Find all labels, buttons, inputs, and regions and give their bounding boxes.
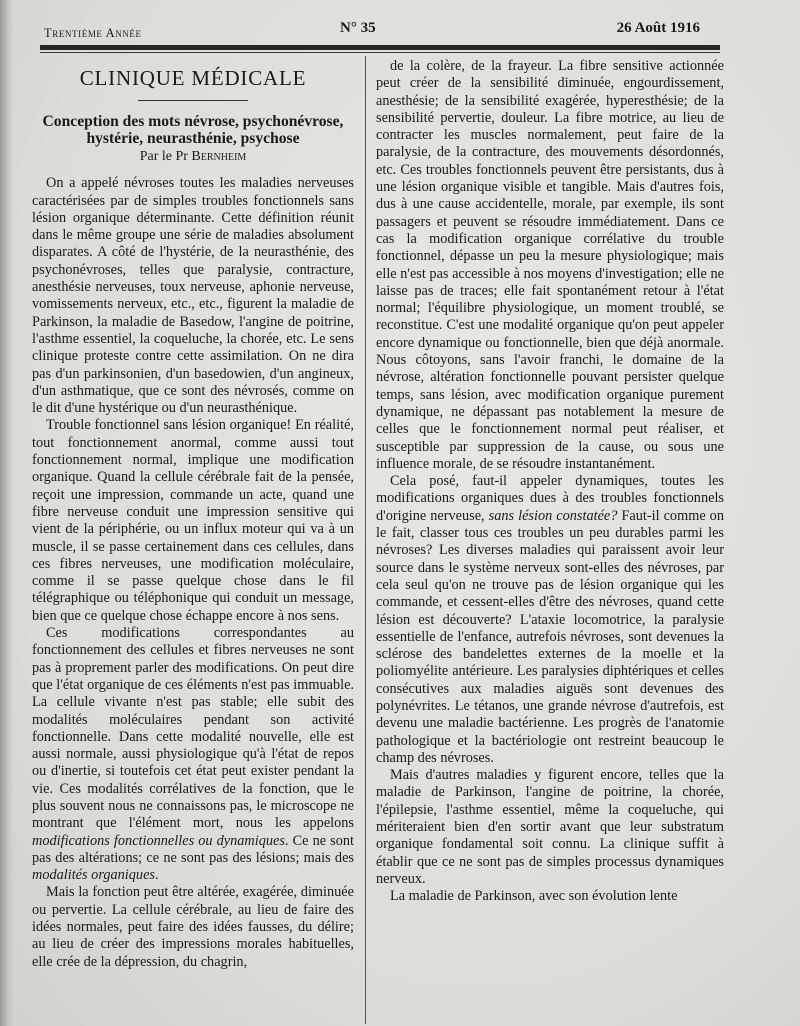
article-title-line-2: hystérie, neurasthénie, psychose <box>86 130 300 147</box>
body-paragraph: Mais d'autres maladies y figurent encore, telles que la maladie de Parkinson, l'angine de poitrine, la chorée, l'épilepsie, l'asthme essentiel, même la coqueluche, qui mériteraient bien d'en sortir avant que leur substratum organique fondamental soit connu. La clinique suffit à établir que ce ne sont pas de simples processus dynamiques nerveux. <box>376 767 724 887</box>
body-paragraph: La maladie de Parkinson, avec son évolution lente <box>390 888 678 905</box>
byline <box>32 148 354 165</box>
right-column-body <box>376 58 724 906</box>
paragraph-text: Faut-il comme on le fait, classer tous ces troubles un peu durables parmi les névroses? Les diverses maladies qui paraissent avoir leur source dans le système nerveux sont-elles des névroses, par cela seul qu'on ne trouve pas de lésion organique qui les commande, et cessent-elles d'être des névroses, quand cette lésion est découverte? L'ataxie locomotrice, la paralysie essentielle de l'enfance, autrefois névroses, sont devenues la sclérose des bandelettes externes de la moelle et la poliomyélite antérieure. Les paralysies diphtériques et celles consécutives aux maladies aiguës sont devenues des polynévrites. Le tétanos, une grande névrose d'autrefois, est devenu une maladie bactérienne. Les progrès de l'anatomie pathologique et la bactériologie ont restreint beaucoup le champ des névroses. <box>376 507 724 766</box>
section-rule <box>138 100 248 101</box>
paragraph-text: . <box>154 867 159 884</box>
body-paragraph: Trouble fonctionnel sans lésion organique! En réalité, tout fonctionnement anormal, comme aussi tout fonctionnement normal, implique une modification organique. Quand la cellule cérébrale fait de la pensée, reçoit une impression, commande un acte, quand une fibre nerveuse conduit une impression sensitive qui vient de la périphérie, ou un influx moteur qui va à un muscle, il se passe certainement dans ces cellules, dans ces fibres nerveuses, une modification moléculaire, comme il se passe quelque chose dans le fil télégraphique ou téléphonique qui conduit un message, bien que ce quelque chose échappe encore à nos sens. <box>32 417 354 624</box>
italic-phrase: sans lésion constatée? <box>488 507 618 524</box>
body-paragraph: de la colère, de la frayeur. La fibre sensitive actionnée peut créer de la sensibilité diminuée, engourdissement, anesthésie; de la sensibilité exagérée, hyperesthésie; de la sensibilité pervertie, douleur. La fibre motrice, au lieu de contracter les muscles normalement, peut faire de la paralysie, de la contracture, des mouvements désordonnés, etc. Ces troubles fonctionnels peuvent être persistants, dus à une lésion organique visible et tangible. Mais d'autres fois, dus à une cause accidentelle, morale, par exemple, ils sont passagers et peuvent se résoudre immédiatement. Dans ce cas la modification organique corrélative du trouble fonctionnel, dépasse un peu la mesure physiologique; mais elle n'est pas accessible à nos moyens d'investigation; elle ne laisse pas de traces; elle fait spontanément retour à l'état normal; l'équilibre physiologique, un moment troublé, se reconstitue. C'est une modalité organique qu'on peut appeler encore dynamique ou fonctionnelle, bien que déjà anormale. Nous côtoyons, sans l'avoir franchi, le domaine de la névrose, altération fonctionnelle pouvant persister quelque temps, sans lésion, avec modification organique purement dynamique, ne dépassant pas notablement la mesure de celles que le fonctionnement normal peut réaliser, et susceptible par suppression de la cause, ou sous une influence morale, de se résoudre instantanément. <box>376 58 724 472</box>
article-title <box>32 113 354 147</box>
paragraph-text: Ces modifications correspondantes au fonctionnement des cellules et fibres nerveuses ne sont pas à proprement parler des modifications. On peut dire que l'état organique de ces éléments n'est pas immuable. La cellule vivante n'est pas stable; elle subit des modalités moléculaires pendant son activité fonctionnelle. Dans cette modalité nouvelle, elle est aussi normale, aussi physiologique qu'à l'état de repos ou d'inertie, si toutefois cet état peut exister pendant la vie. Ces modalités corrélatives de la fonction, que le plus souvent nous ne connaissons pas, le microscope ne montrant que l'élément mort, nous les appelons <box>32 625 354 832</box>
header-year: Trentième Année <box>44 26 142 40</box>
byline-prefix: Par le Pr <box>139 149 188 164</box>
column-divider <box>365 56 366 1024</box>
paragraph-text: . Ce ne sont pas des altérations; ce ne sont pas des lésions; mais des <box>32 832 354 866</box>
body-paragraph <box>32 625 354 884</box>
italic-phrase: modalités organiques <box>32 867 155 884</box>
header-rule-thin <box>40 52 720 53</box>
running-header <box>44 20 700 44</box>
article-title-line-1: Conception des mots névrose, psychonévrose, <box>42 113 344 130</box>
left-column-body <box>32 175 354 971</box>
header-rule-thick <box>40 45 720 50</box>
header-issue-number: N° 35 <box>340 20 376 36</box>
header-date: 26 Août 1916 <box>616 20 700 36</box>
page-binding-shadow <box>0 0 14 1026</box>
body-paragraph <box>376 473 724 767</box>
section-title: CLINIQUE MÉDICALE <box>79 66 307 90</box>
byline-author: Bernheim <box>191 149 247 164</box>
paragraph-text: Cela posé, faut-il appeler dynamiques, toutes les modifications organiques dues à des troubles fonctionnels d'origine nerveuse, <box>376 473 724 524</box>
body-paragraph: Mais la fonction peut être altérée, exagérée, diminuée ou pervertie. La cellule cérébrale, au lieu de faire des idées normales, peut faire des idées fausses, du délire; au lieu de créer des impressions morales habituelles, elle crée de la dépression, du chagrin, <box>32 884 354 970</box>
left-column <box>32 60 354 971</box>
italic-phrase: modifications fonctionnelles ou dynamiques <box>32 832 285 849</box>
body-paragraph: On a appelé névroses toutes les maladies nerveuses caractérisées par de simples troubles fonctionnels sans lésion organique déterminante. Cette définition réunit dans le même groupe une série de maladies absolument disparates. A côté de l'hystérie, de la neurasthénie, des psychonévroses, telles que paralysie, contracture, anesthésie nerveuses, toux nerveuse, aphonie nerveuse, vomissements nerveux, etc., etc., figurent la maladie de Parkinson, la maladie de Basedow, l'angine de poitrine, l'asthme essentiel, la coqueluche, la chorée, etc. Le sens clinique proteste contre cette assimilation. On ne dira pas d'un parkinsonien, d'un basedowien, d'un angineux, d'un asthmatique, que ce sont des névrosés, comme on le dit d'une hystérique ou d'un neurasthénique. <box>32 175 354 417</box>
right-column <box>376 58 724 906</box>
